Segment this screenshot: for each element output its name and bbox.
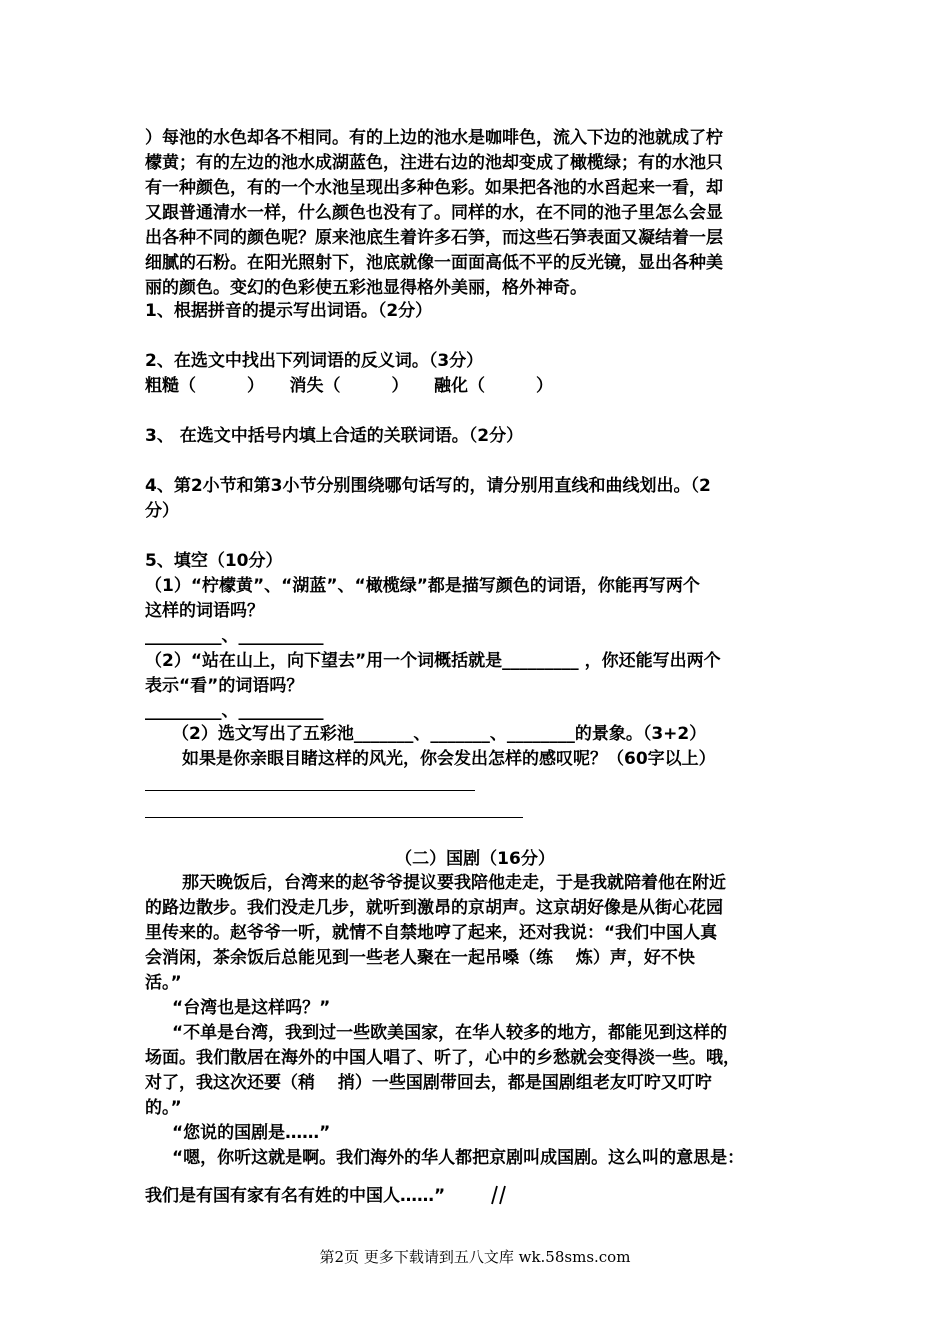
double-slash-mark-icon	[488, 1184, 514, 1206]
question-5-1: （1）“柠檬黄”、“湖蓝”、“橄榄绿”都是描写颜色的词语，你能再写两个	[145, 576, 700, 596]
passage-line: 里传来的。赵爷爷一听，就情不自禁地哼了起来，还对我说：“我们中国人真	[145, 923, 718, 943]
passage-line: 那天晚饭后，台湾来的赵爷爷提议要我陪他走走，于是我就陪着他在附近	[182, 873, 726, 893]
answer-blanks: _________、__________	[145, 626, 324, 646]
question-3: 3、 在选文中括号内填上合适的关联词语。（2分）	[145, 426, 524, 446]
answer-line	[145, 817, 523, 818]
passage-line: ）每池的水色却各不相同。有的上边的池水是咖啡色，流入下边的池就成了柠	[145, 128, 723, 148]
passage-line: 的。”	[145, 1098, 182, 1118]
question-5-1-cont: 这样的词语吗？	[145, 601, 264, 621]
passage-line: “嗯，你听这就是啊。我们海外的华人都把京剧叫成国剧。这么叫的意思是：	[172, 1148, 745, 1168]
passage-line: “不单是台湾，我到过一些欧美国家，在华人较多的地方，都能见到这样的	[172, 1023, 728, 1043]
page-footer: 第2页 更多下载请到五八文库 wk.58sms.com	[319, 1248, 631, 1266]
question-4-cont: 分）	[145, 501, 179, 521]
passage-line: 我们是有国有家有名有姓的中国人……”	[145, 1186, 446, 1206]
question-2: 2、在选文中找出下列词语的反义词。（3分）	[145, 351, 484, 371]
passage-line: 的路边散步。我们没走几步，就听到激昂的京胡声。这京胡好像是从街心花园	[145, 898, 723, 918]
section-title: （二）国剧（16分）	[395, 849, 555, 869]
passage-line: 活。”	[145, 973, 182, 993]
passage-line: 细腻的石粉。在阳光照射下，池底就像一面面高低不平的反光镜，显出各种美	[145, 253, 723, 273]
passage-line: 对了，我这次还要（稍 捎）一些国剧带回去，都是国剧组老友叮咛又叮咛	[145, 1073, 712, 1093]
passage-line: 有一种颜色，有的一个水池呈现出多种色彩。如果把各池的水舀起来一看，却	[145, 178, 723, 198]
question-2-items: 粗糙（ ） 消失（ ） 融化（ ）	[145, 376, 553, 396]
question-5-4: 如果是你亲眼目睹这样的风光，你会发出怎样的感叹呢？（60字以上）	[182, 749, 716, 769]
passage-line: 出各种不同的颜色呢？原来池底生着许多石笋，而这些石笋表面又凝结着一层	[145, 228, 723, 248]
question-5-3: （2）选文写出了五彩池_______、_______、________的景象。（3+2）	[172, 724, 707, 744]
question-5-2: （2）“站在山上，向下望去”用一个词概括就是_________ ，你还能写出两个	[145, 651, 721, 671]
passage-line: 檬黄；有的左边的池水成湖蓝色，注进右边的池却变成了橄榄绿；有的水池只	[145, 153, 723, 173]
answer-line	[145, 790, 475, 791]
question-5: 5、填空（10分）	[145, 551, 283, 571]
passage-line: 丽的颜色。变幻的色彩使五彩池显得格外美丽，格外神奇。	[145, 278, 587, 298]
passage-line: 会消闲，茶余饭后总能见到一些老人聚在一起吊嗓（练 炼）声，好不快	[145, 948, 695, 968]
passage-line: “台湾也是这样吗？”	[172, 998, 331, 1018]
passage-line: 又跟普通清水一样，什么颜色也没有了。同样的水，在不同的池子里怎么会显	[145, 203, 723, 223]
question-5-2-cont: 表示“看”的词语吗？	[145, 676, 304, 696]
question-1: 1、根据拼音的提示写出词语。（2分）	[145, 301, 433, 321]
answer-blanks: _________、__________	[145, 701, 324, 721]
passage-line: 场面。我们散居在海外的中国人唱了、听了，心中的乡愁就会变得淡一些。哦，	[145, 1048, 740, 1068]
question-4: 4、第2小节和第3小节分别围绕哪句话写的，请分别用直线和曲线划出。（2	[145, 476, 711, 496]
passage-line: “您说的国剧是……”	[172, 1123, 331, 1143]
